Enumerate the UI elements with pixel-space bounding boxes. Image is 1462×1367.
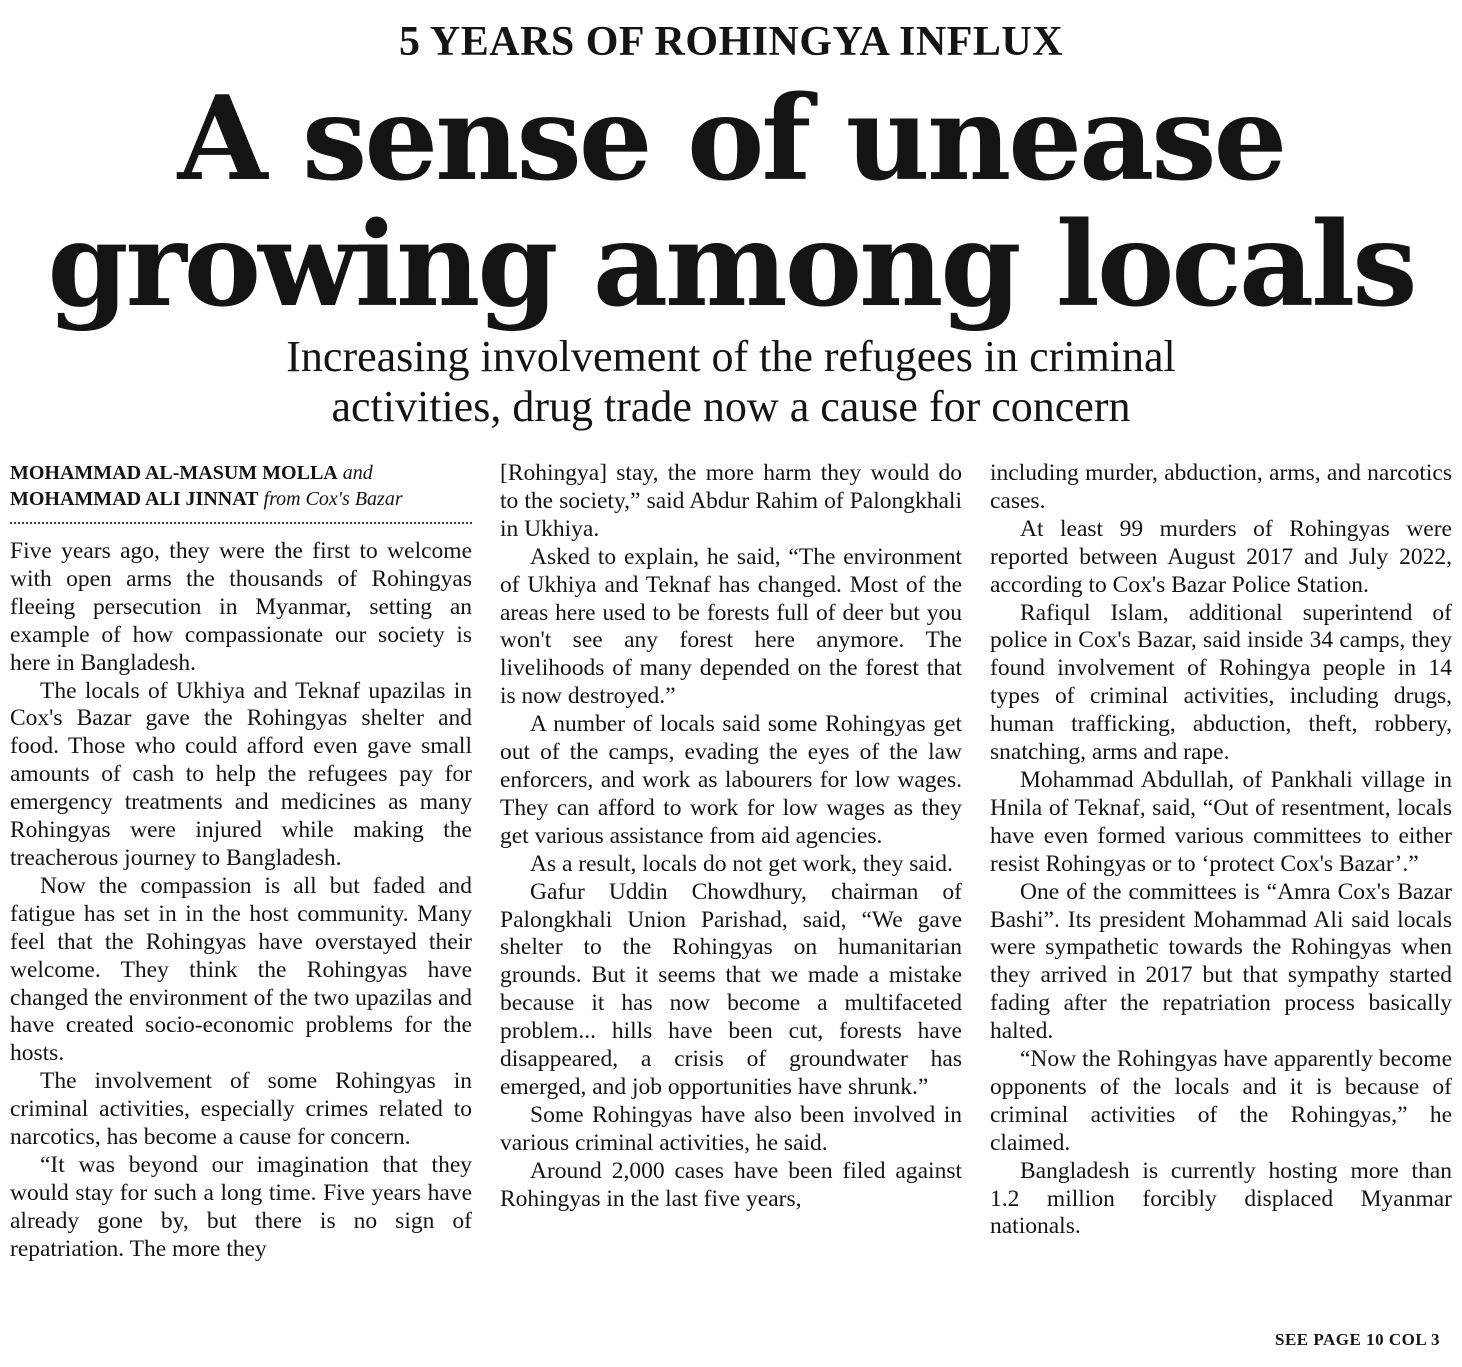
paragraph: Asked to explain, he said, “The environment of Ukhiya and Teknaf has changed. Most of the areas here used to be forests full of deer but you won't see any forest here anymore. The livelihoods of many depended on the forest that is now destroyed.” (500, 543, 962, 710)
byline (10, 460, 472, 524)
byline-author-1: MOHAMMAD AL-MASUM MOLLA (10, 462, 338, 484)
article-column-3 (990, 460, 1452, 1350)
paragraph: Mohammad Abdullah, of Pankhali village in Hnila of Teknaf, said, “Out of resentment, locals have even formed various committees to either resist Rohingyas or to ‘protect Cox's Bazar’.” (990, 766, 1452, 877)
article-column-2 (500, 460, 962, 1350)
paragraph: including murder, abduction, arms, and narcotics cases. (990, 460, 1452, 514)
paragraph: Bangladesh is currently hosting more than 1.2 million forcibly displaced Myanmar nationals. (990, 1157, 1452, 1240)
deck-line-2: activities, drug trade now a cause for concern (331, 382, 1131, 431)
paragraph: [Rohingya] stay, the more harm they would do to the society,” said Abdur Rahim of Palongkhali in Ukhiya. (500, 460, 962, 542)
paragraph: A number of locals said some Rohingyas get out of the camps, evading the eyes of the law enforcers, and work as labourers for low wages. They can afford to work for low wages as they get various assistance from aid agencies. (500, 711, 962, 849)
paragraph: The locals of Ukhiya and Teknaf upazilas in Cox's Bazar gave the Rohingyas shelter and food. Those who could afford even gave small amounts of cash to help the refugees pay for emergency treatments and medicines as many Rohingyas were injured while making the treacherous journey to Bangladesh. (10, 677, 472, 871)
paragraph: Around 2,000 cases have been filed against Rohingyas in the last five years, (500, 1157, 962, 1212)
byline-author-2: MOHAMMAD ALI JINNAT (10, 488, 259, 510)
paragraph: Now the compassion is all but faded and fatigue has set in in the host community. Many feel that the Rohingyas have overstayed their welcome. They think the Rohingyas have changed the environment of the two upazilas and have created socio-economic problems for the hosts. (10, 872, 472, 1067)
paragraph: Five years ago, they were the first to welcome with open arms the thousands of Rohingyas fleeing persecution in Myanmar, setting an example of how compassionate our society is here in Bangladesh. (10, 538, 472, 676)
paragraph: Rafiqul Islam, additional superintend of police in Cox's Bazar, said inside 34 camps, they found involvement of Rohingya people in 14 types of criminal activities, including drugs, human trafficking, abduction, theft, robbery, snatching, arms and rape. (990, 599, 1452, 766)
deck (0, 332, 1462, 432)
kicker: 5 YEARS OF ROHINGYA INFLUX (398, 19, 1064, 65)
paragraph: Some Rohingyas have also been involved in various criminal activities, he said. (500, 1101, 962, 1156)
byline-and: and (342, 462, 373, 484)
paragraph: At least 99 murders of Rohingyas were reported between August 2017 and July 2022, according to Cox's Bazar Police Station. (990, 515, 1452, 598)
headline-line-1: A sense of unease (177, 71, 1285, 207)
paragraph: One of the committees is “Amra Cox's Bazar Bashi”. Its president Mohammad Ali said locals were sympathetic towards the Rohingyas when they arrived in 2017 but that sympathy started fading after the repatriation process basically halted. (990, 878, 1452, 1045)
paragraph: The involvement of some Rohingyas in criminal activities, especially crimes related to narcotics, has become a cause for concern. (10, 1068, 472, 1151)
paragraph: “Now the Rohingyas have apparently become opponents of the locals and it is because of criminal activities of the Rohingyas,” he claimed. (990, 1046, 1452, 1156)
byline-location: from Cox's Bazar (263, 488, 403, 510)
headline (0, 71, 1462, 333)
article-column-1 (10, 460, 472, 1350)
paragraph: Gafur Uddin Chowdhury, chairman of Palongkhali Union Parishad, said, “We gave shelter to the Rohingyas on humanitarian grounds. But it seems that we made a mistake because it has now become a multifaceted problem... hills have been cut, forests have disappeared, a crisis of groundwater has emerged, and job opportunities have shrunk.” (500, 878, 962, 1100)
deck-line-1: Increasing involvement of the refugees in criminal (286, 332, 1176, 381)
paragraph: “It was beyond our imagination that they would stay for such a long time. Five years have already gone by, but there is no sign of repatriation. The more they (10, 1151, 472, 1262)
headline-line-2: growing among locals (47, 197, 1415, 333)
jump-reference: SEE PAGE 10 COL 3 (1275, 1330, 1440, 1349)
paragraph: As a result, locals do not get work, they said. (530, 850, 953, 877)
